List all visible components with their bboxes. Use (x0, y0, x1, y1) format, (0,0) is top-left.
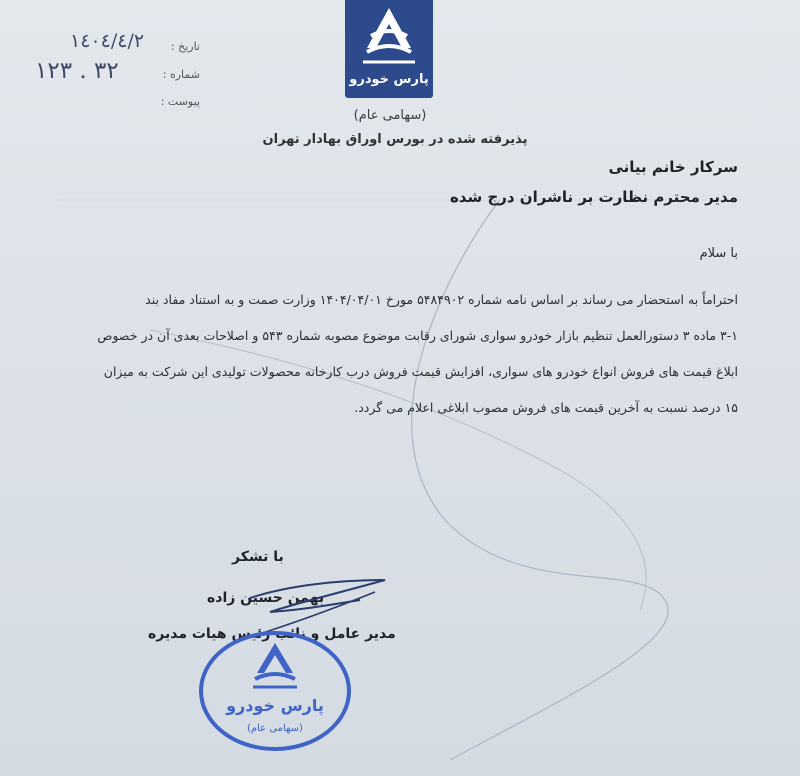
exchange-note: پذیرفته شده در بورس اوراق بهادار تهران (262, 132, 528, 147)
number-label: شماره : (162, 68, 200, 81)
recipient-name: سرکار خانم بیانی (608, 158, 738, 176)
number-value: ۱۲۳ . ۳۲ (35, 58, 119, 84)
date-value: ۱٤٠٤/٤/٢ (70, 30, 145, 52)
closing-thanks: با تشکر (232, 549, 284, 565)
recipient-title: مدیر محترم نظارت بر ناشران درج شده (449, 188, 738, 206)
stamp-name: پارس خودرو (226, 696, 324, 715)
attachment-label: پیوست : (160, 95, 200, 108)
body-line: ابلاغ قیمت های فروش انواع خودرو های سواری، افزایش قیمت فروش درب کارخانه محصولات تولیدی این شرکت به میزان (103, 364, 738, 379)
signer-name: بهمن حسین زاده (207, 590, 325, 606)
logo-text: پارس خودرو (349, 72, 429, 87)
greeting: با سلام (699, 246, 738, 261)
date-label: تاریخ : (170, 40, 200, 53)
body-line: احتراماً به استحضار می رساند بر اساس نامه شماره ۵۴۸۴۹۰۲ مورخ ۱۴۰۴/۰۴/۰۱ وزارت صمت و به استناد مفاد بند (145, 292, 738, 307)
body-line: ۳-۱ ماده ۳ دستورالعمل تنظیم بازار خودرو سواری شورای رقابت موضوع مصوبه شماره ۵۴۳ و اصلاحات بعدی آن در خصوص (97, 328, 738, 343)
signer-title: مدیر عامل و نائب رئیس هیات مدیره (148, 626, 396, 642)
company-type: (سهامی عام) (353, 108, 427, 123)
stamp-type: (سهامی عام) (247, 723, 303, 734)
body-line: ۱۵ درصد نسبت به آخرین قیمت های فروش مصوب ابلاغی اعلام می گردد. (354, 400, 738, 415)
company-stamp (195, 625, 355, 755)
